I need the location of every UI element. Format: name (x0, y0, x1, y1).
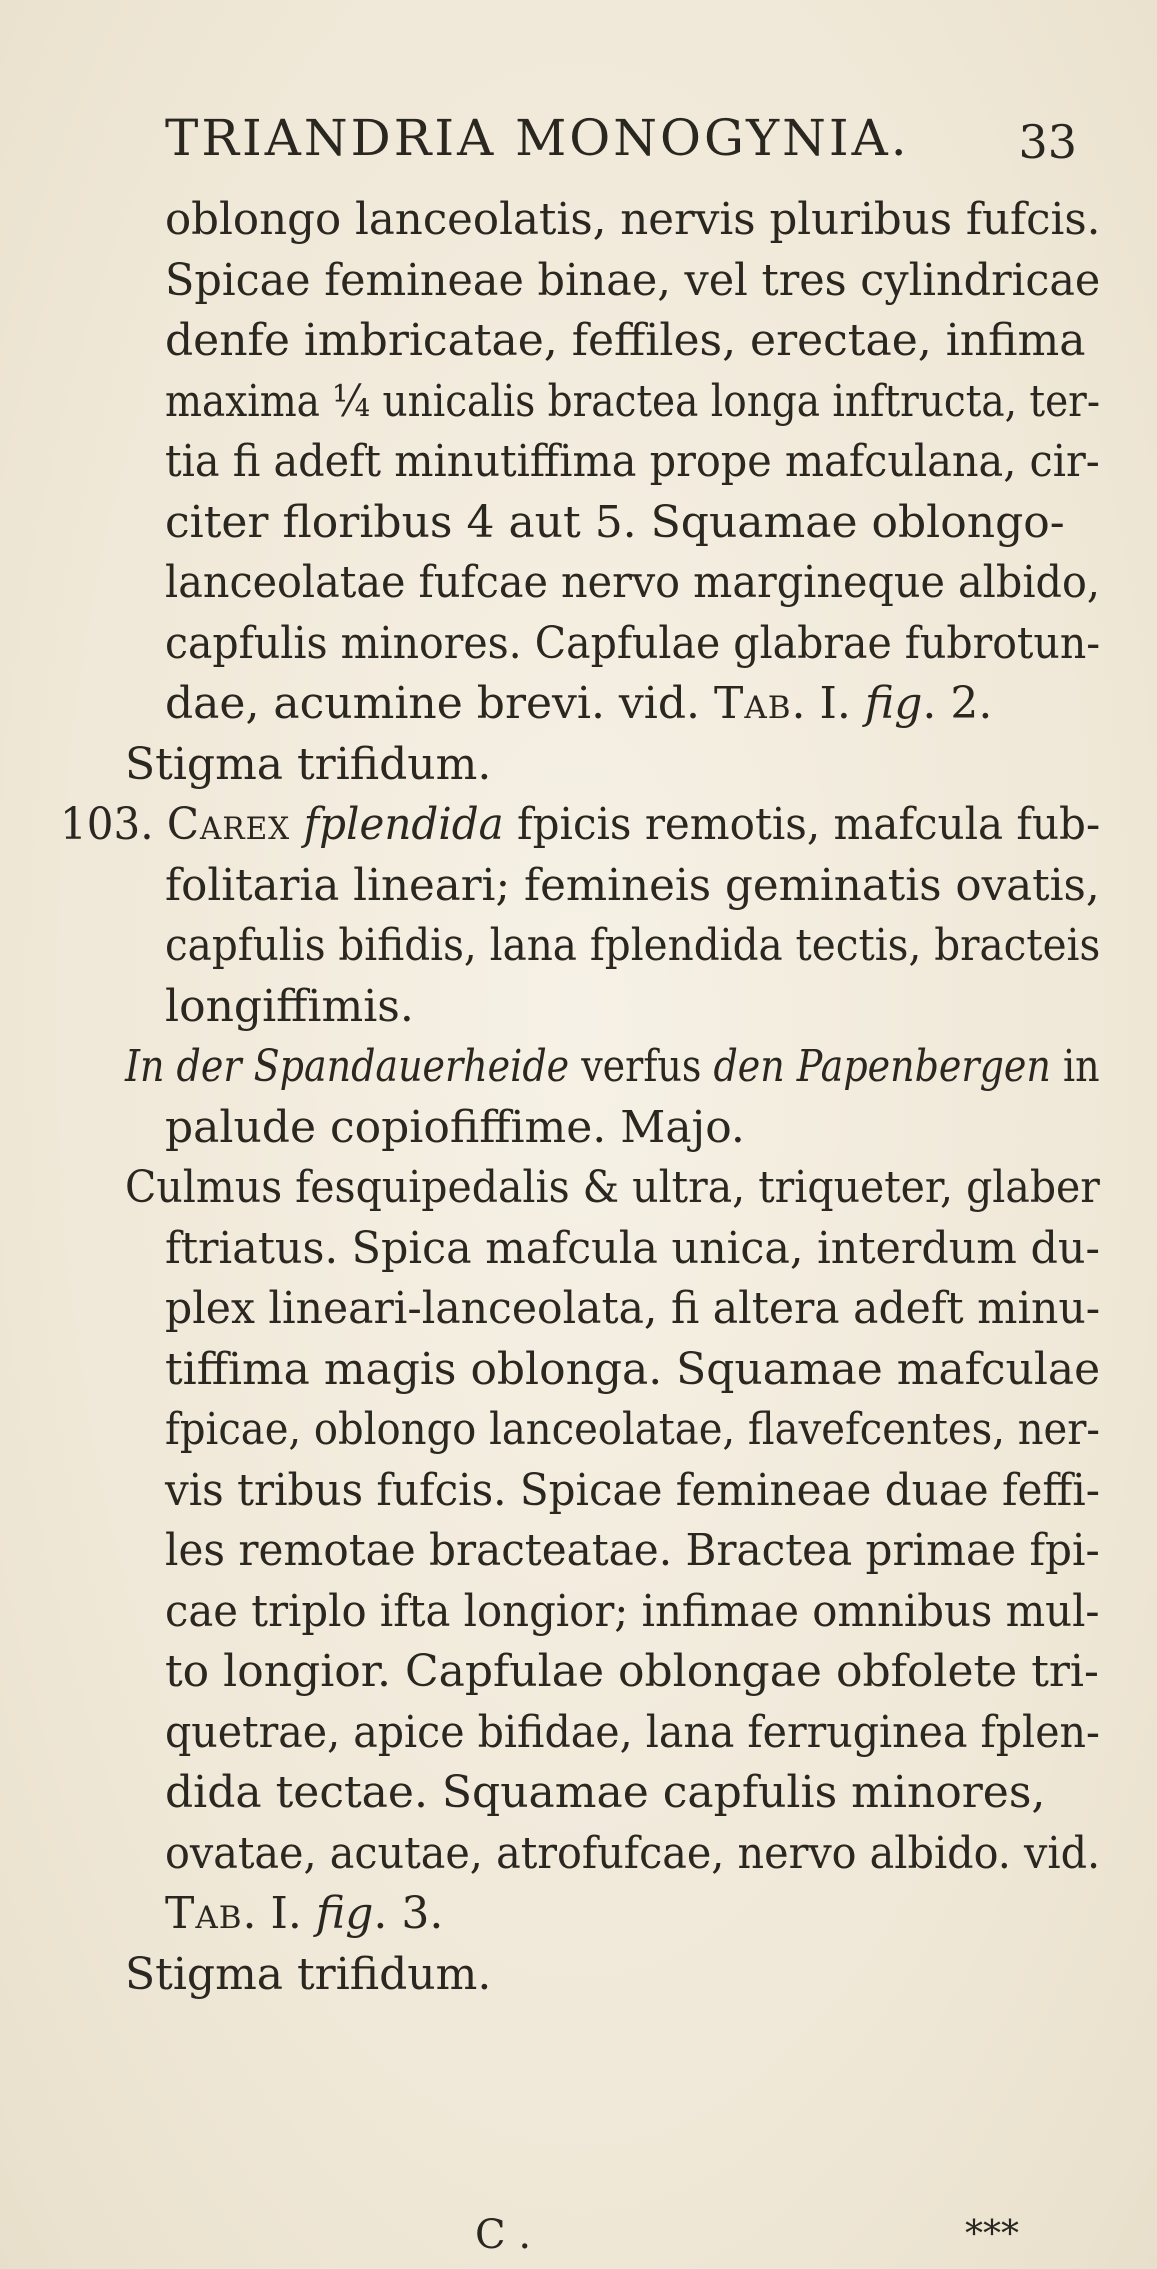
text-segment: cae triplo ifta longior; infimae omnibus mul- (165, 1585, 1100, 1637)
text-segment: lanceolatae fufcae nervo margineque albido, (165, 557, 1100, 608)
text-line (165, 916, 1100, 976)
text-line (165, 311, 1085, 371)
text-segment: citer floribus 4 aut 5. Squamae oblongo- (165, 496, 1065, 548)
text-line (165, 977, 414, 1037)
text-line (60, 795, 1100, 855)
text-segment: . I. (791, 678, 865, 729)
text-segment: dida tectae. Squamae capfulis minores, (165, 1767, 1046, 1818)
text-segment: Tab (165, 1888, 243, 1939)
text-segment: ovatae, acutae, atrofufcae, nervo albido. vid. (165, 1827, 1101, 1879)
text-segment: den Papenbergen (713, 1041, 1051, 1092)
text-segment: oblongo lanceolatis, nervis pluribus fufcis. (165, 194, 1101, 245)
text-segment: Carex (166, 799, 291, 850)
text-segment: palude copiofiffime. Majo. (165, 1101, 745, 1153)
text-segment: Spicae femineae binae, vel tres cylindricae (165, 254, 1101, 306)
text-line (165, 1219, 1100, 1279)
text-segment: les remotae bracteatae. Bractea primae fpi- (165, 1525, 1100, 1576)
text-segment: tiffima magis oblonga. Squamae mafculae (165, 1343, 1101, 1395)
text-line (165, 674, 992, 734)
page-header (165, 108, 1097, 168)
text-segment: maxima ¼ unicalis bractea longa inftructa, ter- (165, 375, 1101, 427)
signature-mark: C . (475, 2212, 532, 2258)
text-segment: fplendida (303, 799, 504, 850)
text-line (165, 1763, 1045, 1823)
text-segment: quetrae, apice bifidae, lana ferruginea fplen- (165, 1706, 1100, 1758)
text-segment: Culmus fesquipedalis & ultra, triqueter, glaber (125, 1162, 1100, 1213)
text-segment: dae, acumine brevi. vid. (165, 678, 714, 729)
text-segment: Tab (714, 678, 792, 729)
text-segment: fpicis remotis, mafcula fub- (503, 799, 1101, 850)
text-segment: folitaria lineari; femineis geminatis ovatis, (165, 859, 1100, 911)
text-line (165, 1521, 1100, 1581)
text-segment: . 2. (922, 678, 993, 729)
text-line (165, 1098, 745, 1158)
text-segment: plex lineari-lanceolata, fi altera adeft minu- (165, 1283, 1101, 1334)
text-segment (290, 799, 303, 850)
text-segment: fig (864, 678, 923, 729)
text-line (165, 1461, 1100, 1521)
text-segment: capfulis bifidis, lana fplendida tectis, bracteis (165, 920, 1101, 971)
running-head: TRIANDRIA MONOGYNIA. (165, 109, 910, 167)
text-line (165, 190, 1101, 250)
text-line (125, 1945, 491, 2005)
text-segment: capfulis minores. Capfulae glabrae fubrotun- (165, 617, 1101, 669)
text-line (165, 553, 1100, 613)
text-segment: to longior. Capfulae oblongae obfolete tri- (165, 1646, 1099, 1697)
text-segment: Stigma trifidum. (125, 1948, 492, 2000)
text-line (165, 614, 1100, 674)
text-segment: ftriatus. Spica mafcula unica, interdum du- (165, 1222, 1100, 1274)
text-line (165, 432, 1100, 492)
catchword: *** (965, 2214, 1019, 2255)
text-segment: . 3. (373, 1888, 444, 1939)
text-line (125, 735, 491, 795)
text-segment: fpicae, oblongo lanceolatae, flavefcentes, ner- (165, 1404, 1100, 1455)
text-segment: Stigma trifidum. (125, 738, 492, 790)
text-segment: vis tribus fufcis. Spicae femineae duae feffi- (165, 1464, 1100, 1516)
text-line (165, 1582, 1100, 1642)
page-footer (0, 2210, 1157, 2260)
text-segment: In der Spandauerheide (125, 1041, 570, 1092)
text-segment: denfe imbricatae, feffiles, erectae, infima (165, 315, 1086, 366)
text-line (165, 1279, 1100, 1339)
text-segment: tia fi adeft minutiffima prope mafculana, cir- (165, 436, 1100, 487)
text-segment: 103. (60, 799, 167, 850)
text-segment: fig (315, 1888, 374, 1939)
page-number: 33 (1018, 115, 1077, 169)
text-line (165, 1884, 443, 1944)
text-line (165, 1400, 1100, 1460)
text-line (125, 1037, 1100, 1097)
text-line (165, 372, 1100, 432)
text-segment: longiffimis. (165, 980, 414, 1032)
text-line (165, 493, 1065, 553)
text-line (165, 1703, 1100, 1763)
text-line (125, 1158, 1100, 1218)
text-segment: in (1050, 1041, 1100, 1092)
text-line (165, 251, 1100, 311)
text-line (165, 1340, 1100, 1400)
text-line (165, 856, 1100, 916)
text-line (165, 1824, 1100, 1884)
text-segment: . I. (242, 1888, 316, 1939)
text-line (165, 1642, 1099, 1702)
text-segment: verfus (569, 1041, 714, 1092)
